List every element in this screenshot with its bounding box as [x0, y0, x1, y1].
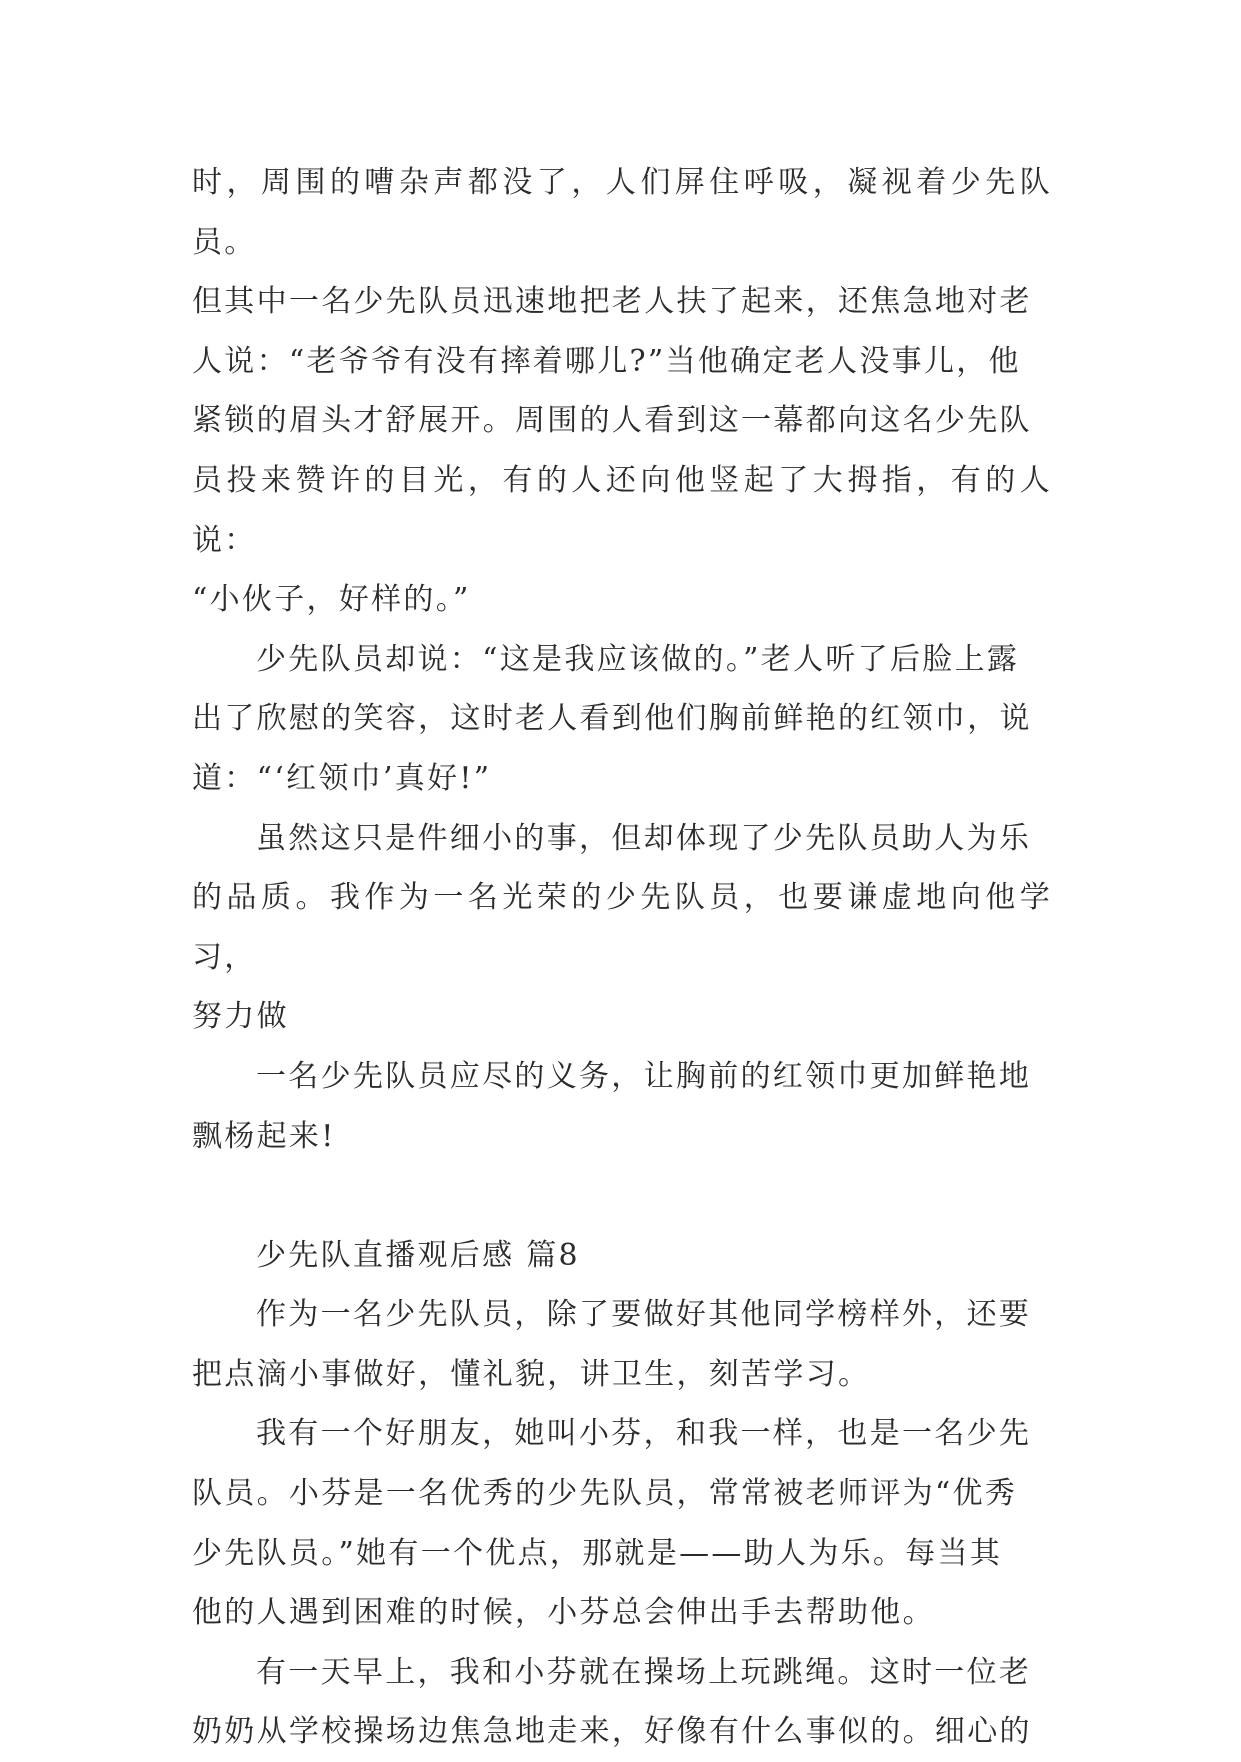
text-line: 努力做: [192, 999, 289, 1035]
text-line: 道：“‘红领巾’真好!”: [192, 760, 492, 796]
text-line: 紧锁的眉头才舒展开。周围的人看到这一幕都向这名少先队: [192, 403, 1032, 439]
paragraph-duty: [192, 1047, 1052, 1166]
text-line: 的品质。我作为一名光荣的少先队员，也要谦虚地向他学习，: [192, 880, 1052, 975]
text-line: 少先队员却说：“这是我应该做的。”老人听了后脸上露: [256, 641, 1020, 677]
text-line: 出了欣慰的笑容，这时老人看到他们胸前鲜艳的红领巾，说: [192, 701, 1032, 737]
text-line: “小伙子，好样的。”: [192, 582, 471, 618]
text-line: 他的人遇到困难的时候，小芬总会伸出手去帮助他。: [192, 1595, 935, 1631]
section-heading: 少先队直播观后感 篇8: [256, 1237, 580, 1273]
text-line: 时，周围的嘈杂声都没了，人们屏住呼吸，凝视着少先队员。: [192, 165, 1052, 260]
paragraph-pioneer-reply: [192, 630, 1052, 809]
text-line: 我有一个好朋友，她叫小芬，和我一样，也是一名少先: [256, 1416, 1032, 1452]
paragraph-crowd-reaction: [192, 153, 1052, 630]
text-line: 少先队员。”她有一个优点，那就是——助人为乐。每当其: [192, 1535, 1003, 1571]
text-line: 队员。小芬是一名优秀的少先队员，常常被老师评为“优秀: [192, 1476, 1018, 1512]
text-line: 但其中一名少先队员迅速地把老人扶了起来，还焦急地对老: [192, 284, 1032, 320]
text-line: 把点滴小事做好，懂礼貌，讲卫生，刻苦学习。: [192, 1356, 871, 1392]
document-body: [192, 153, 1052, 1762]
text-line: 虽然这只是件细小的事，但却体现了少先队员助人为乐: [256, 820, 1032, 856]
text-line: 有一天早上，我和小芬就在操场上玩跳绳。这时一位老: [256, 1654, 1032, 1690]
text-line: 奶奶从学校操场边焦急地走来，好像有什么事似的。细心的: [192, 1714, 1032, 1750]
text-line: 员投来赞许的目光，有的人还向他竖起了大拇指，有的人说：: [192, 462, 1052, 558]
paragraph-friend: [192, 1404, 1052, 1642]
text-line: 一名少先队员应尽的义务，让胸前的红领巾更加鲜艳地: [256, 1058, 1032, 1094]
text-line: 人说：“老爷爷有没有摔着哪儿?”当他确定老人没事儿，他: [192, 343, 1021, 379]
paragraph-intro: [192, 1285, 1052, 1404]
text-line: 作为一名少先队员，除了要做好其他同学榜样外，还要: [256, 1297, 1032, 1333]
text-line: 飘杨起来!: [192, 1118, 336, 1154]
paragraph-reflection: [192, 809, 1052, 1047]
paragraph-morning: [192, 1643, 1052, 1762]
